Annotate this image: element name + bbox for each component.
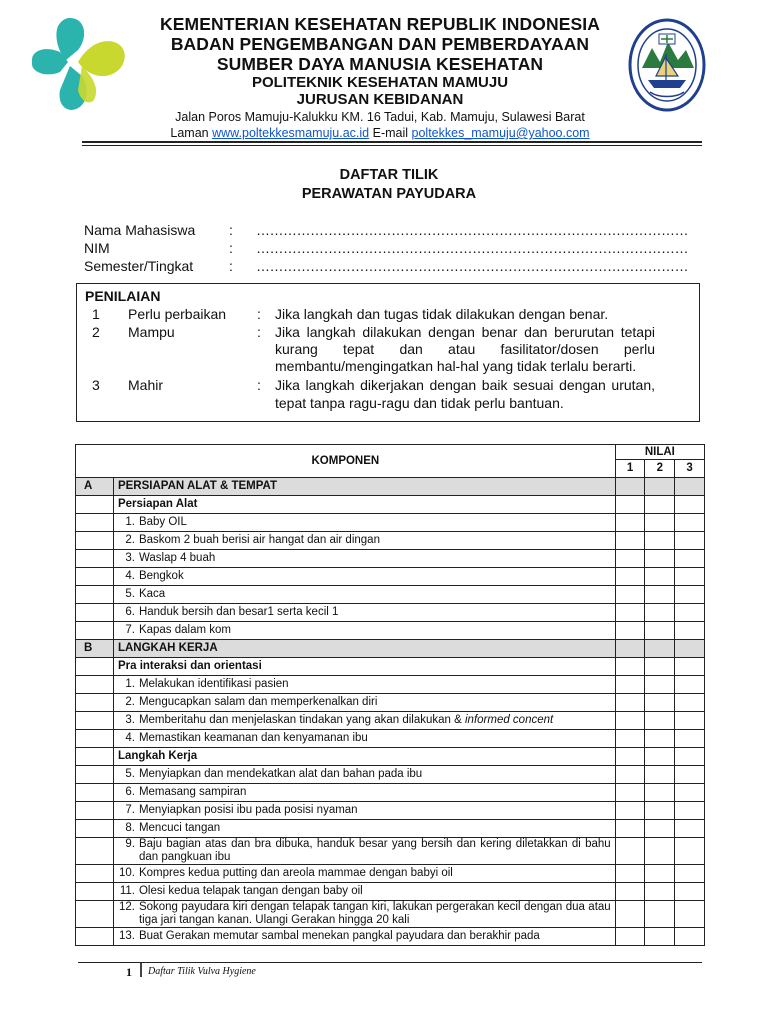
- score-cell[interactable]: [675, 802, 705, 820]
- score-cell[interactable]: [615, 928, 645, 946]
- step-cell: [113, 766, 615, 784]
- table-row: [76, 586, 705, 604]
- step-cell: [113, 928, 615, 946]
- penilaian-box: PENILAIAN 1 Perlu perbaikan : Jika langkah dan tugas tidak dilakukan dengan benar. 2 Mampu : Jika langkah dilakukan dengan benar dan berurutan tetapi kurang tepat dan atau fasilitator/dosen perlu membantu/mengingatkan hal-hal yang tidak terlalu berarti. 3 Mahir : Jika langkah dikerjakan dengan baik sesuai dengan urutan, tepat tanpa ragu-ragu dan tidak perlu bantuan.: [76, 283, 700, 422]
- step-text-italic: informed concent: [465, 714, 554, 726]
- step-cell: [113, 586, 615, 604]
- table-row: [76, 730, 705, 748]
- step-number: 6.: [125, 606, 135, 618]
- table-row: [76, 568, 705, 586]
- score-cell[interactable]: [615, 532, 645, 550]
- step-cell: [113, 568, 615, 586]
- identity-label: NIM: [84, 240, 110, 256]
- step-text: Memberitahu dan menjelaskan tindakan yang akan dilakukan & informed concent: [138, 714, 554, 726]
- score-cell[interactable]: [615, 766, 645, 784]
- score-cell[interactable]: [645, 883, 675, 901]
- footer-text: Daftar Tilik Vulva Hygiene: [148, 966, 256, 977]
- score-cell[interactable]: [675, 928, 705, 946]
- score-cell[interactable]: [615, 568, 645, 586]
- score-cell[interactable]: [615, 676, 645, 694]
- step-cell: [113, 865, 615, 883]
- document-page: KEMENTERIAN KESEHATAN REPUBLIK INDONESIA BADAN PENGEMBANGAN DAN PEMBERDAYAAN SUMBER DAYA MANUSIA KESEHATAN POLITEKNIK KESEHATAN MAMUJU JURUSAN KEBIDANAN Jalan Poros Mamuju-Kalukku KM. 16 Tadui, Kab. Mamuju, Sulawesi Barat Laman www.poltekkesmamuju.ac.id E-mail poltekkes_mamuju@yahoo.com DAFTAR TILIK PERAWATAN PAYUDARA Nama Mahasiswa : …………………………………………………………………………………… NIM : …………………………………………………………………………………… Semester/Tingkat : …………………………………………………………………………………… PENILAIAN 1 Perlu perbaikan : Jika langkah dan tugas tidak dilakukan dengan benar. 2 Mampu : Jika langkah dilakukan dengan benar dan berurutan tetapi kurang tepat dan atau fasilitator/dosen perlu membantu/mengingatkan hal-hal yang tidak terlalu berarti. 3 Mahir : Jika langkah dikerjakan dengan baik sesuai dengan urutan, tepat tanpa ragu-ragu dan tidak perlu bantuan. KOMPONEN NILAI 1 2 3 A PERSIAPAN ALAT & TEMPAT Persiapan Alat 1. Baby OIL 2. Baskom 2 buah berisi air hangat dan air dingan 3. Waslap 4 buah 4. Bengkok 5. Kaca 6. Handuk bersih dan besar1 serta kecil 1 7. Kapas dalam kom B LANGKAH KERJA Pra interaksi dan orientasi 1. Melakukan identifikasi pasien 2. Mengucapkan salam dan memperkenalkan diri 3. Memberitahu dan menjelaskan tindakan yang akan dilakukan & informed concent 4. Memastikan keamanan dan kenyamanan ibu Langkah Kerja 5. Menyiapkan dan mendekatkan alat dan bahan pada ibu 6. Memasang sampiran 7. Menyiapkan posisi ibu pada posisi nyaman 8. Mencuci tangan 9. Baju bagian atas dan bra dibuka, handuk besar yang bersih dan kering diletakkan di bahu dan pangkuan ibu 10. Kompres kedua putting dan areola mammae dengan babyi oil 11. Olesi kedua telapak tangan dengan baby oil 12. Sokong payudara kiri dengan telapak tangan kiri, lakukan pergerakan kecil dengan dua atau tiga jari tangan kanan. Ulangi Gerakan hingga 20 kali 13. Buat Gerakan memutar sambal menekan pangkal payudara dan berakhir pada 1 Daftar Tilik Vulva Hygiene: [0, 0, 768, 1024]
- subsection-title: Persiapan Alat: [113, 496, 615, 514]
- penilaian-label: Perlu perbaikan: [128, 306, 227, 322]
- subsection-row: [76, 748, 705, 766]
- step-cell: [113, 838, 615, 865]
- penilaian-label: Mahir: [128, 377, 164, 393]
- table-row: [76, 694, 705, 712]
- nilai-header: NILAI: [615, 445, 704, 460]
- step-text: Bengkok: [138, 570, 184, 582]
- step-text: Kapas dalam kom: [138, 624, 231, 636]
- score-cell[interactable]: [675, 712, 705, 730]
- score-cell[interactable]: [675, 838, 705, 865]
- step-text: Melakukan identifikasi pasien: [138, 678, 289, 690]
- table-row: [76, 604, 705, 622]
- score-cell[interactable]: [645, 838, 675, 865]
- table-row: [76, 676, 705, 694]
- step-number: 11.: [119, 885, 135, 897]
- step-number: 7.: [125, 624, 135, 636]
- penilaian-desc: Jika langkah dikerjakan dengan baik sesuai dengan urutan,: [275, 377, 655, 393]
- step-cell: [113, 901, 615, 928]
- step-number: 9.: [125, 838, 135, 850]
- header-department: JURUSAN KEBIDANAN: [296, 91, 464, 108]
- step-text: Memastikan keamanan dan kenyamanan ibu: [138, 732, 368, 744]
- table-row: [76, 550, 705, 568]
- step-cell: [113, 712, 615, 730]
- step-number: 10.: [118, 867, 135, 879]
- step-number: 7.: [125, 804, 135, 816]
- score-cell[interactable]: [645, 820, 675, 838]
- score-cell[interactable]: [615, 883, 645, 901]
- score-cell[interactable]: [675, 784, 705, 802]
- score-col-3: 3: [675, 460, 705, 478]
- section-title: LANGKAH KERJA: [113, 640, 615, 658]
- table-row: [76, 928, 705, 946]
- header-divider: [82, 141, 702, 143]
- score-cell[interactable]: [615, 730, 645, 748]
- score-cell[interactable]: [615, 694, 645, 712]
- step-text: Mencuci tangan: [138, 822, 221, 834]
- step-text: Menyiapkan posisi ibu pada posisi nyaman: [138, 804, 358, 816]
- table-row: [76, 883, 705, 901]
- step-number: 4.: [125, 732, 135, 744]
- score-cell[interactable]: [645, 586, 675, 604]
- score-cell[interactable]: [675, 586, 705, 604]
- score-cell[interactable]: [615, 622, 645, 640]
- score-cell[interactable]: [645, 901, 675, 928]
- footer-separator: [140, 963, 142, 977]
- table-row: [76, 712, 705, 730]
- step-text: Kompres kedua putting dan areola mammae dengan babyi oil: [138, 867, 453, 879]
- table-row: [76, 901, 705, 928]
- score-cell[interactable]: [615, 802, 645, 820]
- step-text: Sokong payudara kiri dengan telapak tangan kiri, lakukan pergerakan kecil dengan dua atau tiga jari tangan kanan. Ulangi Gerakan hingga 20 kali: [138, 901, 611, 926]
- step-cell: [113, 730, 615, 748]
- score-cell[interactable]: [675, 676, 705, 694]
- header-institution: POLITEKNIK KESEHATAN MAMUJU: [251, 74, 509, 91]
- score-cell[interactable]: [645, 604, 675, 622]
- doc-subtitle: PERAWATAN PAYUDARA: [301, 186, 477, 202]
- score-cell[interactable]: [645, 532, 675, 550]
- score-cell[interactable]: [615, 586, 645, 604]
- step-cell: [113, 676, 615, 694]
- nim-field[interactable]: ……………………………………………………………………………………: [256, 240, 688, 256]
- score-cell[interactable]: [615, 712, 645, 730]
- penilaian-title: PENILAIAN: [85, 288, 161, 304]
- penilaian-desc: Jika langkah dilakukan dengan benar dan berurutan tetapi: [275, 324, 655, 340]
- langkah-rows: [76, 766, 705, 946]
- semester-field[interactable]: ……………………………………………………………………………………: [256, 258, 688, 274]
- checklist-table: [75, 444, 705, 946]
- score-cell[interactable]: [645, 865, 675, 883]
- page-number: 1: [126, 965, 132, 979]
- score-cell[interactable]: [675, 766, 705, 784]
- score-cell[interactable]: [675, 550, 705, 568]
- score-col-1: 1: [615, 460, 645, 478]
- step-number: 2.: [125, 696, 135, 708]
- header-address: Jalan Poros Mamuju-Kalukku KM. 16 Tadui, Kab. Mamuju, Sulawesi Barat: [175, 110, 585, 124]
- step-number: 3.: [125, 714, 135, 726]
- step-cell: [113, 604, 615, 622]
- step-number: 13.: [118, 930, 135, 942]
- step-number: 5.: [125, 588, 135, 600]
- step-cell: [113, 694, 615, 712]
- doc-title: DAFTAR TILIK: [339, 167, 439, 183]
- step-text: Mengucapkan salam dan memperkenalkan diri: [138, 696, 378, 708]
- score-cell[interactable]: [675, 901, 705, 928]
- header-agency: BADAN PENGEMBANGAN DAN PEMBERDAYAAN: [170, 34, 590, 54]
- score-cell[interactable]: [645, 514, 675, 532]
- score-cell[interactable]: [645, 730, 675, 748]
- score-cell[interactable]: [645, 550, 675, 568]
- step-cell: [113, 514, 615, 532]
- alat-rows: [76, 514, 705, 640]
- table-header-row: [76, 445, 705, 460]
- score-cell[interactable]: [615, 865, 645, 883]
- penilaian-desc: Jika langkah dan tugas tidak dilakukan dengan benar.: [275, 306, 609, 322]
- pra-rows: [76, 676, 705, 748]
- score-cell[interactable]: [615, 820, 645, 838]
- score-cell[interactable]: [645, 568, 675, 586]
- footer-divider: [78, 962, 702, 963]
- step-number: 2.: [125, 534, 135, 546]
- score-cell[interactable]: [675, 865, 705, 883]
- step-text: Memasang sampiran: [138, 786, 247, 798]
- subsection-title: Langkah Kerja: [113, 748, 615, 766]
- score-cell[interactable]: [675, 532, 705, 550]
- score-cell[interactable]: [645, 622, 675, 640]
- step-number: 12.: [118, 901, 135, 913]
- kemenkes-logo-icon: [30, 16, 130, 112]
- penilaian-desc: tepat tanpa ragu-ragu dan tidak perlu bantuan.: [275, 395, 564, 411]
- step-text: Baby OIL: [138, 516, 187, 528]
- score-cell[interactable]: [615, 604, 645, 622]
- laman-label: Laman: [170, 126, 209, 140]
- step-text: Buat Gerakan memutar sambal menekan pangkal payudara dan berakhir pada: [138, 930, 540, 942]
- step-cell: [113, 550, 615, 568]
- step-text: Baskom 2 buah berisi air hangat dan air dingan: [138, 534, 380, 546]
- score-cell[interactable]: [675, 730, 705, 748]
- step-number: 4.: [125, 570, 135, 582]
- score-cell[interactable]: [675, 622, 705, 640]
- score-cell[interactable]: [615, 550, 645, 568]
- email-link[interactable]: poltekkes_mamuju@yahoo.com: [411, 126, 590, 140]
- score-cell[interactable]: [675, 820, 705, 838]
- step-text: Olesi kedua telapak tangan dengan baby oil: [138, 885, 363, 897]
- table-row: [76, 532, 705, 550]
- header-contact: [130, 125, 630, 141]
- score-col-2: 2: [645, 460, 675, 478]
- step-number: 5.: [125, 768, 135, 780]
- step-text: Menyiapkan dan mendekatkan alat dan bahan pada ibu: [138, 768, 423, 780]
- website-link[interactable]: www.poltekkesmamuju.ac.id: [212, 126, 370, 140]
- score-cell[interactable]: [645, 676, 675, 694]
- subsection-title: Pra interaksi dan orientasi: [113, 658, 615, 676]
- section-row: B LANGKAH KERJA: [76, 640, 705, 658]
- step-number: 1.: [125, 678, 135, 690]
- poltekkes-mamuju-seal-icon: [628, 18, 706, 112]
- score-cell[interactable]: [615, 514, 645, 532]
- subsection-row: [76, 658, 705, 676]
- step-text: Waslap 4 buah: [138, 552, 216, 564]
- score-cell[interactable]: [645, 802, 675, 820]
- email-label: E-mail: [372, 126, 409, 140]
- score-cell[interactable]: [615, 838, 645, 865]
- step-number: 1.: [125, 516, 135, 528]
- identity-label: Nama Mahasiswa: [84, 222, 196, 238]
- score-cell[interactable]: [615, 901, 645, 928]
- score-cell[interactable]: [675, 694, 705, 712]
- step-cell: [113, 784, 615, 802]
- step-text: Handuk bersih dan besar1 serta kecil 1: [138, 606, 339, 618]
- step-number: 8.: [125, 822, 135, 834]
- identity-label: Semester/Tingkat: [84, 258, 194, 274]
- header-agency-2: SUMBER DAYA MANUSIA KESEHATAN: [216, 54, 544, 74]
- penilaian-label: Mampu: [128, 324, 175, 340]
- table-row: [76, 802, 705, 820]
- step-cell: [113, 622, 615, 640]
- penilaian-desc: kurang tepat dan atau fasilitator/dosen perlu: [275, 341, 655, 357]
- score-cell[interactable]: [645, 712, 675, 730]
- table-row: [76, 784, 705, 802]
- score-cell[interactable]: [645, 928, 675, 946]
- section-row: A PERSIAPAN ALAT & TEMPAT: [76, 478, 705, 496]
- header-ministry: KEMENTERIAN KESEHATAN REPUBLIK INDONESIA: [160, 14, 600, 34]
- table-row: [76, 838, 705, 865]
- table-row: [76, 766, 705, 784]
- step-cell: [113, 820, 615, 838]
- table-row: [76, 865, 705, 883]
- step-text: Baju bagian atas dan bra dibuka, handuk besar yang bersih dan kering diletakkan di bahu dan pangkuan ibu: [138, 838, 611, 863]
- penilaian-desc: membantu/mengingatkan hal-hal yang tidak terlalu berarti.: [275, 358, 637, 374]
- score-cell[interactable]: [645, 784, 675, 802]
- step-cell: [113, 802, 615, 820]
- step-number: 6.: [125, 786, 135, 798]
- score-cell[interactable]: [675, 514, 705, 532]
- score-cell[interactable]: [645, 766, 675, 784]
- table-row: [76, 622, 705, 640]
- step-cell: [113, 883, 615, 901]
- section-title: PERSIAPAN ALAT & TEMPAT: [113, 478, 615, 496]
- step-text: Kaca: [138, 588, 166, 600]
- score-cell[interactable]: [645, 694, 675, 712]
- header-divider-thin: [82, 145, 702, 146]
- table-row: [76, 514, 705, 532]
- score-cell[interactable]: [675, 604, 705, 622]
- step-number: 3.: [125, 552, 135, 564]
- score-cell[interactable]: [675, 883, 705, 901]
- score-cell[interactable]: [675, 568, 705, 586]
- step-cell: [113, 532, 615, 550]
- komponen-header: KOMPONEN: [76, 445, 616, 478]
- subsection-row: [76, 496, 705, 514]
- name-field[interactable]: ……………………………………………………………………………………: [256, 222, 688, 238]
- score-cell[interactable]: [615, 784, 645, 802]
- table-row: [76, 820, 705, 838]
